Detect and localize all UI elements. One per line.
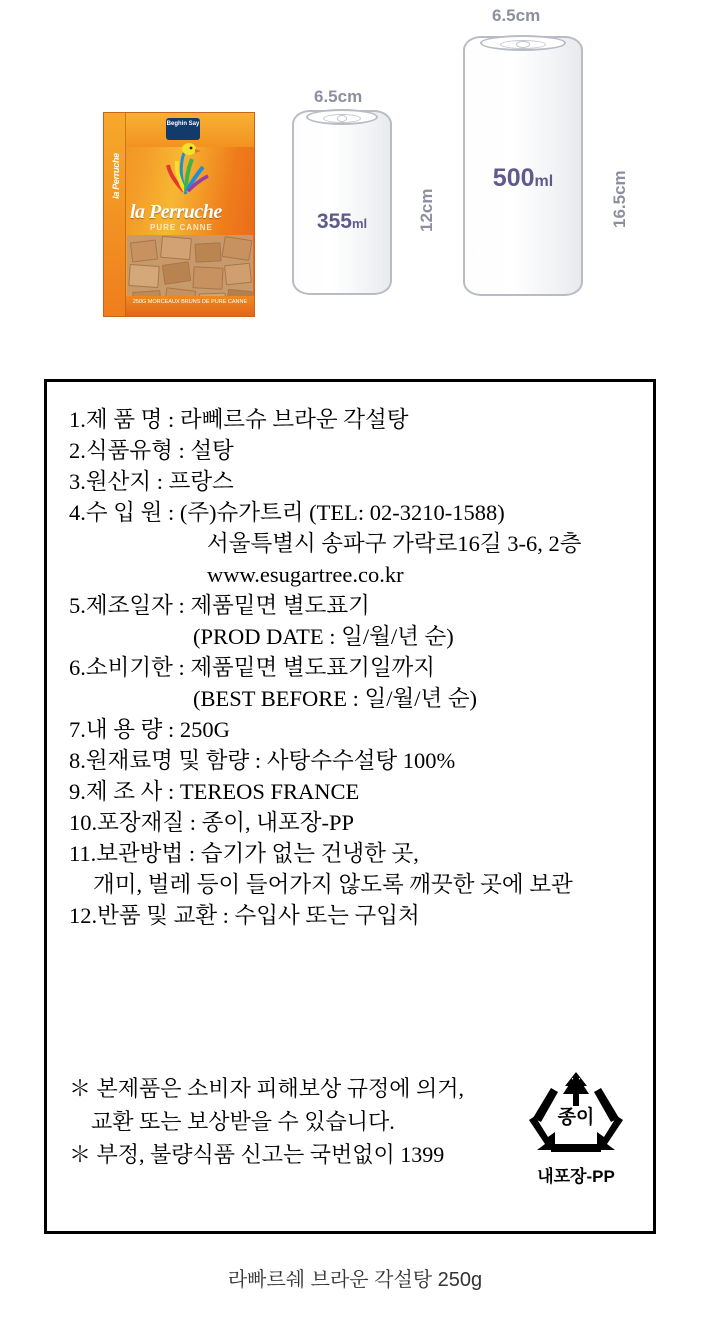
info-line-4: 4.수 입 원 : (주)슈가트리 (TEL: 02-3210-1588) [69, 500, 505, 525]
parrot-icon [156, 139, 214, 201]
sugar-cubes-photo [127, 235, 253, 296]
info-line-14: 10.포장재질 : 종이, 내포장-PP [69, 810, 355, 835]
note-line-3: ＊ 부정, 불량식품 신고는 국번없이 1399 [69, 1142, 445, 1167]
recycle-material-label: 내포장-PP [537, 1167, 615, 1186]
can-355-lid [306, 109, 378, 125]
info-line-8: (PROD DATE : 일/월/년 순) [193, 624, 454, 649]
box-front-face [103, 112, 255, 317]
info-line-7: 5.제조일자 : 제품밑면 별도표기 [69, 593, 370, 618]
box-brand-subtitle: PURE CANNE [150, 223, 213, 232]
can-500-width-label: 6.5cm [492, 6, 541, 25]
info-line-11: 7.내 용 량 : 250G [69, 717, 230, 742]
info-line-13: 9.제 조 사 : TEREOS FRANCE [69, 779, 360, 804]
can-355 [292, 110, 392, 295]
info-line-17: 12.반품 및 교환 : 수입사 또는 구입처 [69, 903, 420, 928]
info-line-10: (BEST BEFORE : 일/월/년 순) [193, 686, 478, 711]
beghin-say-badge: Beghin Say [166, 118, 200, 140]
info-line-1: 1.제 품 명 : 라뻬르슈 브라운 각설탕 [69, 407, 409, 432]
product-box-illustration [103, 112, 255, 317]
can-500-volume-unit: ml [534, 173, 554, 190]
can-500 [463, 36, 583, 296]
box-bottom-band: 250G MORCEAUX BRUNS DE PURE CANNE [126, 296, 254, 316]
can-500-pull-tab [516, 41, 529, 48]
box-side-text: la Perruche [111, 153, 121, 199]
can-355-volume [292, 210, 392, 234]
can-500-volume-number: 500 [492, 164, 535, 192]
can-355-body [292, 110, 392, 295]
box-brand-name: la Perruche [130, 201, 222, 223]
can-500-lid [480, 35, 566, 51]
page-caption: 라빠르쉐 브라운 각설탕 250g [227, 1269, 483, 1291]
recycle-symbol-label: 종이 [557, 1107, 595, 1128]
info-line-9: 6.소비기한 : 제품밑면 별도표기일까지 [69, 655, 436, 680]
product-info-box [44, 379, 656, 1234]
can-500-height-label: 16.5cm [610, 170, 629, 228]
can-355-width-label: 6.5cm [314, 87, 363, 106]
can-355-volume-unit: ml [351, 216, 368, 231]
info-line-6: www.esugartree.co.kr [207, 562, 404, 587]
can-355-height-label: 12cm [417, 188, 436, 232]
can-355-volume-number: 355 [316, 210, 352, 233]
info-line-5: 서울특별시 송파구 가락로16길 3-6, 2층 [207, 531, 582, 556]
can-500-volume [463, 164, 583, 193]
info-line-3: 3.원산지 : 프랑스 [69, 469, 234, 494]
info-line-2: 2.식품유형 : 설탕 [69, 438, 234, 463]
box-side-flap [104, 113, 126, 317]
parrot-svg [156, 139, 214, 201]
note-line-1: ＊ 본제품은 소비자 피해보상 규정에 의거, [69, 1076, 465, 1101]
info-line-16: 개미, 벌레 등이 들어가지 않도록 깨끗한 곳에 보관 [93, 872, 573, 897]
size-comparison-section [0, 0, 710, 350]
info-line-15: 11.보관방법 : 습기가 없는 건냉한 곳, [69, 841, 419, 866]
info-line-12: 8.원재료명 및 함량 : 사탕수수설탕 100% [69, 748, 456, 773]
product-info-list [69, 404, 639, 931]
note-line-2: 교환 또는 보상받을 수 있습니다. [91, 1109, 395, 1134]
consumer-notes [69, 1072, 533, 1171]
recycle-mark [521, 1072, 631, 1192]
